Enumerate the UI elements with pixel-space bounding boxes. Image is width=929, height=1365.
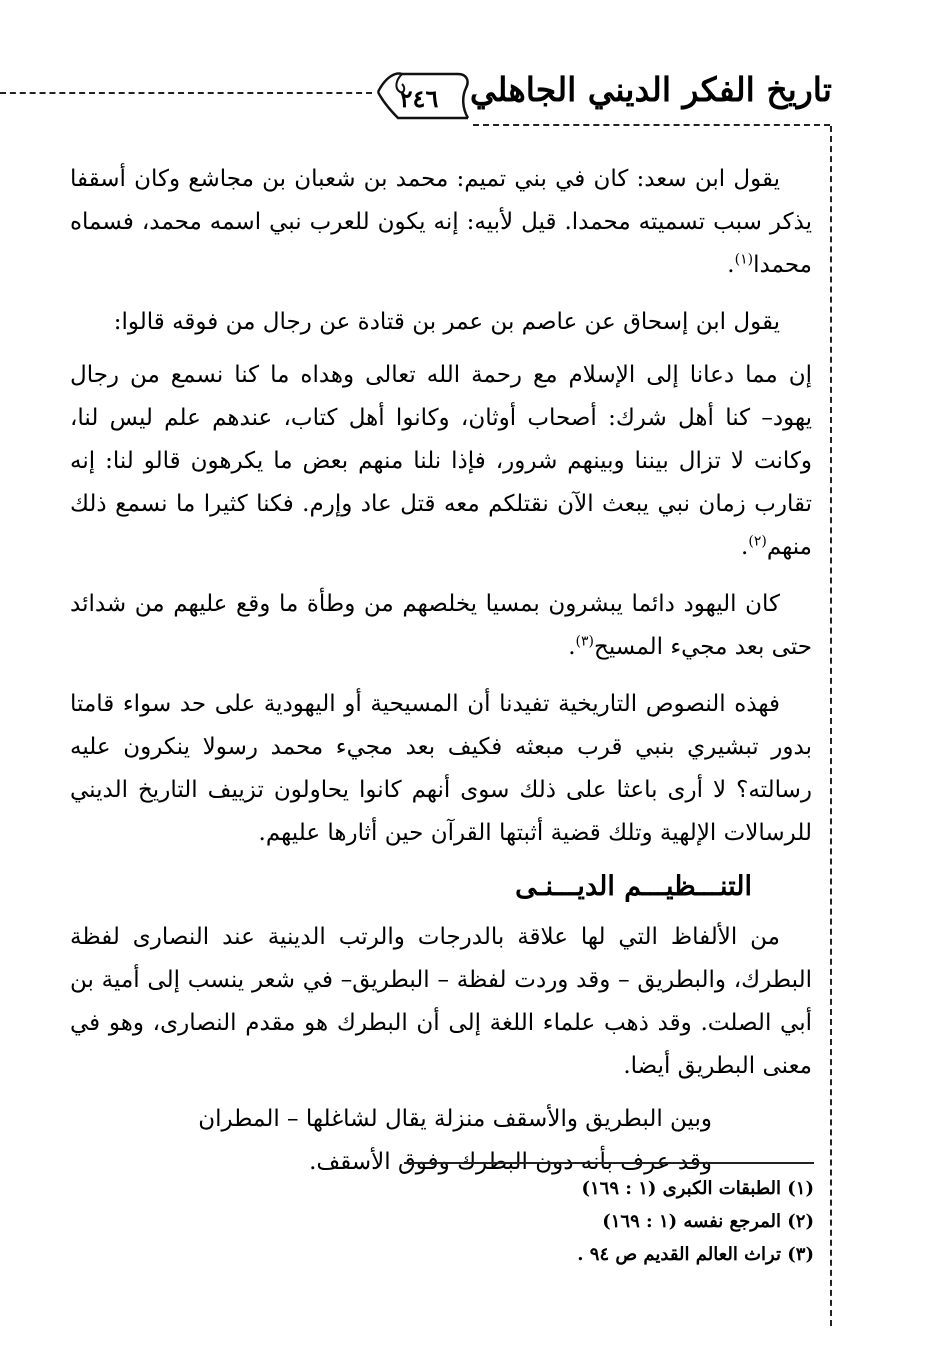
- paragraph-quote: [70, 354, 812, 569]
- page-number: ٢٤٦: [399, 84, 439, 113]
- footnote-1: (١) الطبقات الكبرى (١ : ١٦٩): [581, 1178, 814, 1199]
- paragraph-end: .: [727, 252, 735, 278]
- main-text: [70, 158, 812, 1184]
- footnote-3: (٣) تراث العالم القديم ص ٩٤ .: [577, 1244, 814, 1265]
- footnote-ref-1: (١): [734, 251, 754, 268]
- header-dashed-line: [0, 92, 372, 94]
- paragraph-end: .: [741, 534, 749, 560]
- line-metropolitan: وبين البطريق والأسقف منزلة يقال لشاغلها – المطران: [198, 1106, 712, 1132]
- paragraph-jews-messiah: [70, 583, 812, 669]
- line-definition: وقد عرف بأنه دون البطرك وفوق الأسقف.: [309, 1149, 712, 1175]
- paragraph-text: يقول ابن سعد: كان في بني تميم: محمد بن شعبان بن مجاشع وكان أسقفا يذكر سبب تسميته محمدا. قيل لأبيه: إنه يكون للعرب نبي اسمه محمد، فسماه محمدا: [70, 166, 812, 278]
- paragraph-text: إن مما دعانا إلى الإسلام مع رحمة الله تعالى وهداه ما كنا نسمع من رجال يهود– كنا أهل شرك: أصحاب أوثان، وكانوا أهل كتاب، عندهم علم ليس لنا، وكانت لا تزال بيننا وبينهم شرور، فإذا نلنا منهم بعض ما يكرهون قالو لنا: إنه تقارب زمان نبي يبعث الآن نقتلكم معه قتل عاد وإرم. فكنا كثيرا ما نسمع ذلك منهم: [70, 362, 812, 560]
- paragraph-end: .: [568, 634, 576, 660]
- right-margin-border: [830, 126, 832, 1326]
- paragraph-patriarch: من الألفاظ التي لها علاقة بالدرجات والرتب الدينية عند النصارى لفظة البطرك، والبطريق – وقد وردت لفظة – البطريق– في شعر ينسب إلى أمية بن أبي الصلت. وقد ذهب علماء اللغة إلى أن البطرك هو مقدم النصارى، وهو في معنى البطريق أيضا.: [70, 924, 812, 1079]
- running-header-title: تاريخ الفكر الديني الجاهلي: [469, 70, 832, 109]
- footnote-separator: [404, 1162, 814, 1164]
- footnote-2: (٢) المرجع نفسه (١ : ١٦٩): [602, 1211, 814, 1232]
- section-heading: التنـــظيـــم الديـــنـى: [515, 871, 752, 902]
- footnote-ref-2: (٢): [748, 533, 767, 550]
- footnote-ref-3: (٣): [575, 633, 595, 650]
- paragraph-conclusion: فهذه النصوص التاريخية تفيدنا أن المسيحية أو اليهودية على حد سواء قامتا بدور تبشيري بنبي قرب مبعثه فكيف بعد مجيء محمد رسولا ينكرون عليه رسالته؟ لا أرى باعثا على ذلك سوى أنهم كانوا يحاولون تزييف التاريخ الديني للرسالات الإلهية وتلك قضية أثبتها القرآن حين أثارها عليهم.: [70, 691, 812, 846]
- paragraph-ibn-saad: [70, 158, 812, 287]
- paragraph-ibn-ishaq: يقول ابن إسحاق عن عاصم بن عمر بن قتادة عن رجال من فوقه قالوا:: [113, 309, 780, 335]
- header-rule: [473, 124, 830, 126]
- paragraph-text: كان اليهود دائما يبشرون بمسيا يخلصهم من وطأة ما وقع عليهم من شدائد حتى بعد مجيء المسيح: [70, 591, 812, 660]
- footnotes: [404, 1172, 814, 1271]
